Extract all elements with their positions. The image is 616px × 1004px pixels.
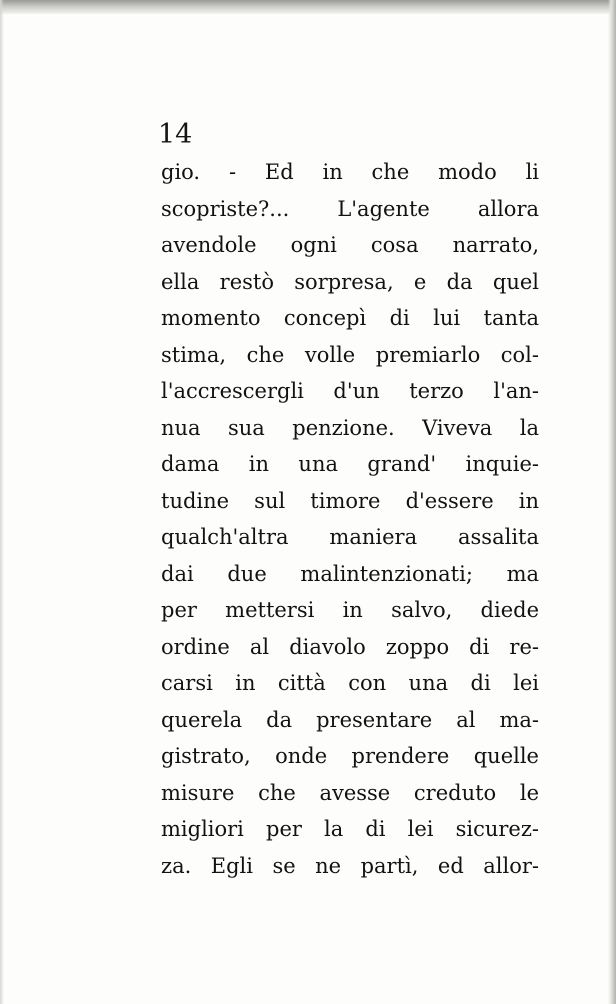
text-line: avendole ogni cosa narrato,	[161, 233, 539, 257]
text-line: gistrato, onde prendere quelle	[161, 744, 539, 768]
page-top-edge	[0, 0, 616, 14]
text-line: misure che avesse creduto le	[161, 780, 539, 805]
text-line: ordine al diavolo zoppo di re-	[161, 634, 539, 659]
text-line: carsi in città con una di lei	[161, 671, 539, 695]
text-line: dai due malintenzionati; ma	[161, 561, 539, 586]
body-text	[161, 154, 539, 884]
page-right-edge	[608, 0, 616, 1004]
text-line: tudine sul timore d'essere in	[161, 488, 539, 513]
text-line: ella restò sorpresa, e da quel	[161, 269, 539, 294]
text-line: querela da presentare al ma-	[161, 707, 539, 732]
page-number: 14	[158, 119, 193, 150]
text-line: nua sua penzione. Viveva la	[161, 415, 539, 440]
text-line: momento concepì di lui tanta	[161, 306, 539, 330]
text-line: per mettersi in salvo, diede	[161, 598, 539, 622]
text-line: scopriste?... L'agente allora	[161, 196, 539, 221]
page-left-edge	[0, 0, 4, 1004]
text-line: stima, che volle premiarlo col-	[161, 342, 539, 367]
text-line: qualch'altra maniera assalita	[161, 525, 539, 549]
text-line: dama in una grand' inquie-	[161, 452, 539, 476]
text-line: za. Egli se ne partì, ed allor-	[161, 853, 539, 878]
text-line: migliori per la di lei sicurez-	[161, 817, 539, 841]
text-line: l'accrescergli d'un terzo l'an-	[161, 379, 539, 403]
text-line: gio. - Ed in che modo li	[161, 160, 539, 184]
